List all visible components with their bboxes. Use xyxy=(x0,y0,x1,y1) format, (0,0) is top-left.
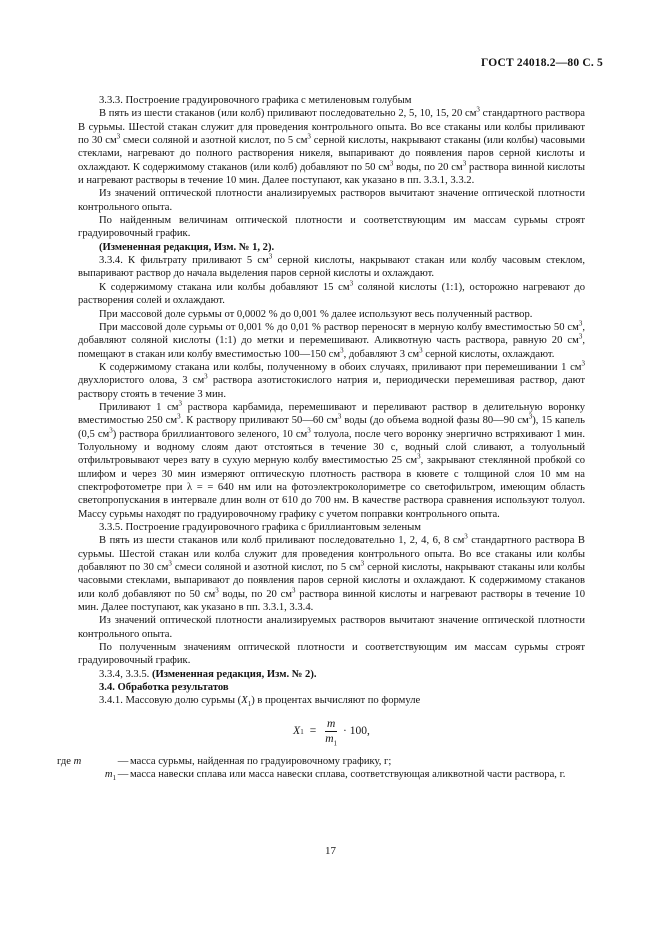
formula-factor: · 100, xyxy=(343,725,370,738)
formula-lhs: X xyxy=(293,725,301,738)
paragraph: По полученным значениям оптической плотности и соответствующим им массам сурьмы строят градуировочный график. xyxy=(78,642,585,667)
amendment-note: (Измененная редакция, Изм. № 1, 2). xyxy=(99,241,275,253)
paragraph: По найденным величинам оптической плотности и соответствующим им массам сурьмы строят градуировочный график. xyxy=(78,215,585,240)
page-number: 17 xyxy=(325,845,336,857)
definition-dash: — xyxy=(117,769,129,781)
formula-denominator: m xyxy=(325,732,334,745)
paragraph: К содержимому стакана или колбы добавляют 15 $см^3$ соляной кислоты (1:1), осторожно нагревают до растворения солей и охлаждают. xyxy=(78,279,585,307)
paragraph: Приливают 1 $см^3$ раствора карбамида, перемешивают и переливают раствор в делительную воронку вместимостью 250 $см^3$. К раствору приливают 50—60 $см^3$ воды (до объема водной фазы 80—90 $см^3$), 15 капель (0,5 $см^3$) раствора бриллиантового зеленого, 10 $см^3$ толуола, после чего воронку энергично встряхивают 1 мин. Толуольному и водному слоям дают отстояться в течение 30 с, водный слой сливают, а толуольный отфильтровывают через вату в сухую мерную колбу вместимостью 25 $см^3$, закрывают стеклянной пробкой со шлифом и через 30 мин измеряют оптическую плотность раствора в кювете с толщиной слоя 10 мм на спектрофотометре при λ = = 640 нм или на фотоэлектроколориметре со светофильтром, имеющим область светопропускания в интервале длин волн от 610 до 700 нм. В качестве раствора сравнения используют толуол. Массу сурьмы находят по градуировочному графику с учетом поправки контрольного опыта. xyxy=(78,399,586,520)
definition-term xyxy=(78,768,116,781)
formula-fraction xyxy=(323,718,339,746)
paragraph: В пять из шести стаканов (или колб) приливают последовательно 2, 5, 10, 15, 20 $см^3$ стандартного раствора В сурьмы. Шестой стакан служит для проведения контрольного опыта. Во все стаканы или колбы приливают по 30 $см^3$ смеси соляной и азотной кислот, по 5 $см^3$ серной кислоты, накрывают стаканы (или колбы) часовыми стеклами, нагревают до полного растворения никеля, выпаривают до появления паров серной кислоты и охлаждают. К содержимому стаканов (или колб) добавляют по 50 $см^3$ воды, по 20 $см^3$ раствора винной кислоты и нагревают растворы в течение 10 мин. Далее поступают, как указано в пп. 3.3.1, 3.3.2. xyxy=(78,105,586,187)
definition-description: масса сурьмы, найденная по градуировочному графику, г; xyxy=(130,755,392,767)
definition-description: масса навески сплава или масса навески сплава, соответствующая аликвотной части раствора, г. xyxy=(130,769,566,781)
paragraph: В пять из шести стаканов или колб приливают последовательно 1, 2, 4, 6, 8 $см^3$ стандартного раствора В сурьмы. Шестой стакан или колба служит для проведения контрольного опыта. Во все стаканы или колбы добавляют по 30 $см^3$ смеси соляной и азотной кислот, по 5 $см^3$ серной кислоты, накрывают стаканы или колбы часовыми стеклами, выпаривают до появления паров серной кислоты и охлаждают. К содержимому стаканов или колб добавляют по 50 $см^3$ воды, по 20 $см^3$ раствора винной кислоты и нагревают растворы в течение 10 мин. Далее поступают, как указано в пп. 3.3.1, 3.3.4. xyxy=(78,532,586,614)
definition-dash: — xyxy=(117,755,129,767)
definition-symbol: m xyxy=(73,755,82,767)
section-3-3-5-heading: 3.3.5. Построение градуировочного графика с бриллиантовым зеленым xyxy=(99,522,421,533)
formula-numerator: m xyxy=(326,717,336,730)
paragraph: При массовой доле сурьмы от 0,0002 % до 0,001 % далее используют весь полученный раствор. xyxy=(99,308,533,320)
definition-row xyxy=(57,755,585,768)
paragraph: При массовой доле сурьмы от 0,001 % до 0,01 % раствор переносят в мерную колбу вместимостью 50 $см^3$, добавляют соляной кислоты (1:1) до метки и перемешивают. Аликвотную часть раствора, равную 20 $см^3$, помещают в стакан или колбу вместимостью 100—150 $см^3$, добавляют 3 $см^3$ серной кислоты, охлаждают. xyxy=(78,319,585,360)
formula: X 1 = $\frac{m}{m_1}$ · 100, xyxy=(293,717,370,748)
document-body xyxy=(57,94,586,783)
section-3-3-3-heading: 3.3.3. Построение градуировочного графика с метиленовым голубым xyxy=(99,95,412,106)
formula-denominator-wrap xyxy=(323,732,339,746)
section-3-3-4: 3.3.4. К фильтрату приливают 5 $см^3$ серной кислоты, накрывают стакан или колбу часовым стеклом, выпаривают раствор до начала выделения паров серной кислоты и охлаждают. xyxy=(78,252,585,280)
section-3-4-heading: 3.4. Обработка результатов xyxy=(99,682,229,694)
definition-prefix: где xyxy=(57,755,71,767)
paragraph: Из значений оптической плотности анализируемых растворов вычитают значение оптической плотности контрольного опыта. xyxy=(78,615,585,640)
page-header: ГОСТ 24018.2—80 С. 5 xyxy=(480,57,603,69)
amendment-note: 3.3.4, 3.3.5. (Измененная редакция, Изм. № 2). xyxy=(99,668,317,680)
definition-symbol: m xyxy=(104,769,113,781)
definition-row xyxy=(78,768,585,781)
definition-symbol-sub: 1 xyxy=(112,774,116,783)
paragraph: Из значений оптической плотности анализируемых растворов вычитают значение оптической плотности контрольного опыта. xyxy=(78,188,585,213)
definition-term xyxy=(57,755,116,768)
section-3-4-1: 3.4.1. Массовую долю сурьмы $(X_1)$ в процентах вычисляют по формуле xyxy=(99,695,421,709)
formula-equals: = xyxy=(309,725,317,738)
formula-denominator-sub: 1 xyxy=(333,739,337,748)
paragraph: К содержимому стакана или колбы, полученному в обоих случаях, приливают при перемешивании 1 $см^3$ двухлористого олова, 3 $см^3$ раствора азотистокислого натрия и, периодически перемешивая раствор, дают раствору стоять в течение 3 мин. xyxy=(78,359,585,400)
